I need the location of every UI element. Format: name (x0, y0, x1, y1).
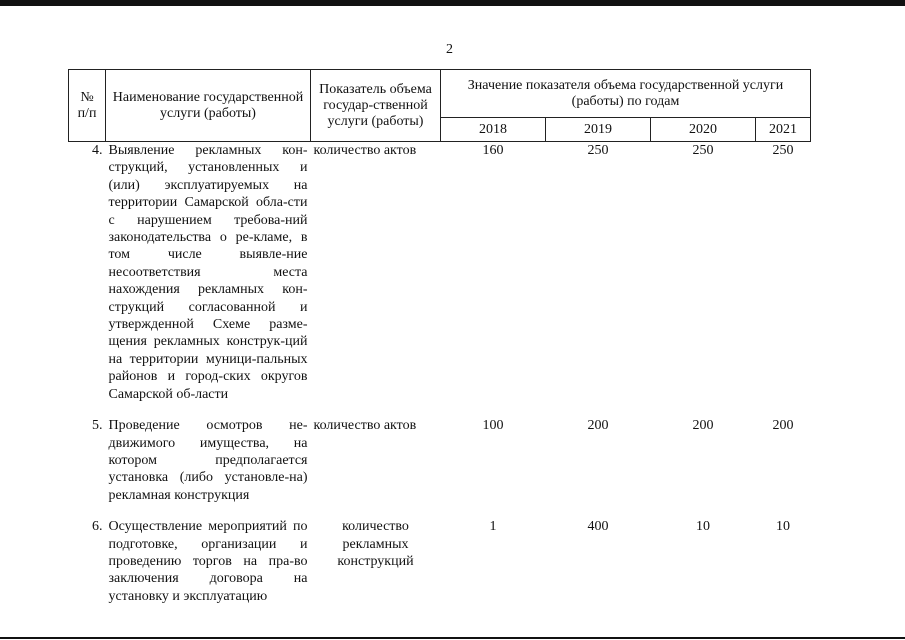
row-value-2020: 250 (692, 143, 714, 158)
row-value-2020: 200 (692, 418, 714, 434)
header-year-2018: 2018 (441, 118, 546, 142)
row-num: 6. (92, 519, 103, 535)
row-value-2021: 10 (776, 519, 791, 535)
row-value-2019: 400 (587, 519, 609, 535)
row-value-2019: 250 (587, 143, 609, 158)
row-service-name: Проведение осмотров не-движимого имущества, на котором предполагается установка (либо установле-на) рекламная конструкция (108, 418, 308, 503)
header-num: № п/п (69, 70, 106, 142)
row-indicator: количество актов (313, 418, 417, 434)
row-value-2020: 10 (696, 519, 710, 535)
row-value-2021: 250 (772, 143, 794, 158)
row-value-2021: 200 (772, 418, 794, 434)
row-value-2018: 100 (482, 418, 504, 434)
row-indicator: количество актов (313, 143, 417, 158)
row-num: 4. (92, 143, 103, 158)
service-volume-table (68, 69, 811, 619)
row-service-name: Выявление рекламных кон-струкций, установленных и (или) эксплуатируемых на территории Самарской обла-сти с нарушением требова-ний законодательства о ре-кламе, в том числе выявле-ние несоответствия места нахождения рекламных кон-струкций согласованной и утвержденной Схеме разме-щения рекламных конструк-ций на территории муници-пальных районов и город-ских округов Самарской об-ласти (108, 143, 308, 402)
header-indicator: Показатель объема государ-ственной услуги (работы) (311, 70, 441, 142)
page-number: 2 (446, 42, 453, 57)
row-service-name: Осуществление мероприятий по подготовке, организации и проведению торгов на пра-во заключения договора на установку и эксплуатацию (108, 519, 308, 604)
bottom-border-line (0, 637, 905, 639)
top-border-bar (0, 0, 905, 6)
table-row (69, 417, 811, 518)
row-value-2019: 200 (587, 418, 609, 434)
header-year-2021: 2021 (756, 118, 811, 142)
header-service-name: Наименование государственной услуги (работы) (106, 70, 311, 142)
table-row (69, 518, 811, 619)
header-year-2020: 2020 (651, 118, 756, 142)
header-values-group: Значение показателя объема государственной услуги (работы) по годам (441, 70, 811, 118)
table-row (69, 142, 811, 418)
row-value-2018: 1 (489, 519, 497, 535)
row-value-2018: 160 (482, 143, 504, 158)
row-indicator: количество рекламных конструкций (337, 519, 414, 569)
row-num: 5. (92, 418, 103, 434)
header-year-2019: 2019 (546, 118, 651, 142)
